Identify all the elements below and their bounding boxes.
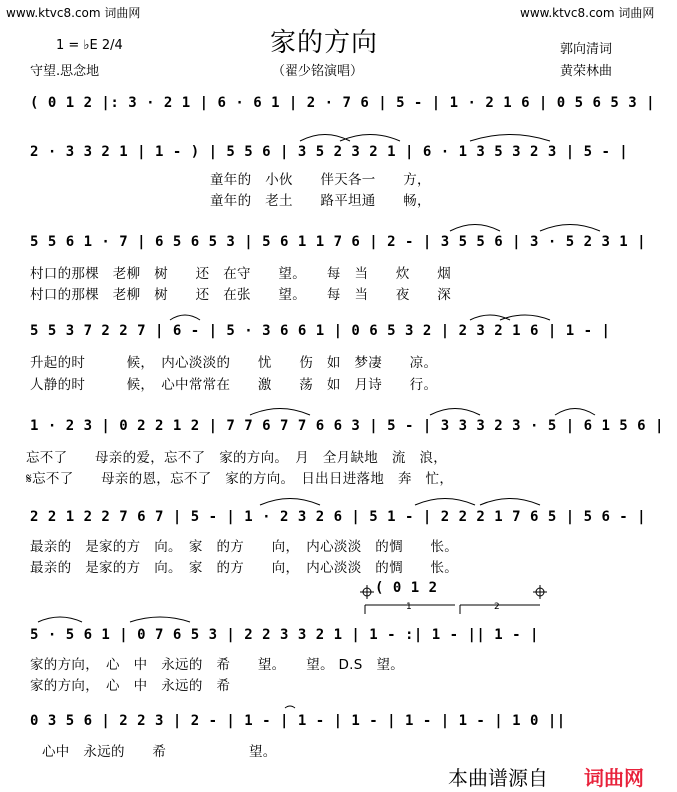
lyric-row-5-verse-2: 𝄋忘不了 母亲的恩，忘不了 家的方向。 日出日进落地 奔 忙， [26,471,454,487]
lyric-row-3-verse-1: 村口的那棵 老柳 树 还 在守 望。 每 当 炊 烟 [30,266,452,282]
lyric-row-4-verse-2: 人静的时 候， 心中常常在 激 荡 如 月诗 行。 [30,377,438,393]
song-title: 家的方向 [270,28,379,58]
key-signature: 1 = ♭E 2/4 [56,38,123,53]
lyric-row-7-verse-2: 家的方向， 心 中 永远的 希 [30,678,231,694]
lyric-row-3-verse-2: 村口的那棵 老柳 树 还 在张 望。 每 当 夜 深 [30,287,452,303]
lyric-row-6-verse-2: 最亲的 是家的方 向。 家 的方 向， 内心淡淡 的惆 怅。 [30,560,459,576]
lyric-row-4-verse-1: 升起的时 候， 内心淡淡的 忧 伤 如 梦凄 凉。 [30,355,438,371]
notation-row-5: 1 · 2 3 | 0 2 2 1 2 | 7 7 6 7 7 6 6 3 | 5 - | 3 3 3 2 3 · 5 | 6 1 5 6 | [30,418,664,434]
lyric-row-6-verse-1: 最亲的 是家的方 向。 家 的方 向， 内心淡淡 的惆 怅。 [30,539,459,555]
lyric-row-2-verse-2: 童年的 老土 路平坦通 畅， [210,193,431,209]
composer-credit: 黄荣林曲 [560,64,613,79]
lyric-row-5-verse-1: 忘不了 母亲的爱，忘不了 家的方向。 月 全月缺地 流 浪， [26,450,448,466]
notation-row-2: 2 · 3 3 2 1 | 1 - ) | 5 5 6 | 3 5 2 3 2 1 | 6 · 1 3 5 3 2 3 | 5 - | [30,144,629,160]
footer-site: 词曲网 [584,766,644,790]
watermark-left: www.ktvc8.com 词曲网 [6,6,141,20]
lyricist-credit: 郭向清词 [560,42,613,57]
coda-notes: ( 0 1 2 [375,580,438,596]
style-tags: 守望.思念地 [30,64,100,79]
notation-row-1: ( 0 1 2 |: 3 · 2 1 | 6 · 6 1 | 2 · 7 6 | 5 - | 1 · 2 1 6 | 0 5 6 5 3 | [30,95,656,111]
lyric-row-8: 心中 永远的 希 望。 [42,744,277,760]
notation-row-7: 5 · 5 6 1 | 0 7 6 5 3 | 2 2 3 3 2 1 | 1 - :| 1 - || 1 - | [30,627,539,643]
notation-row-3: 5 5 6 1 · 7 | 6 5 6 5 3 | 5 6 1 1 7 6 | 2 - | 3 5 5 6 | 3 · 5 2 3 1 | [30,234,647,250]
notation-row-6: 2 2 1 2 2 7 6 7 | 5 - | 1 · 2 3 2 6 | 5 1 - | 2 2 2 1 7 6 5 | 5 6 - | [30,509,647,525]
volta-1-label: 1 [406,602,413,612]
volta-2-label: 2 [494,602,501,612]
watermark-right: www.ktvc8.com 词曲网 [520,6,655,20]
notation-row-8: 0 3 5 6 | 2 2 3 | 2 - | 1 - | 1 - | 1 - | 1 - | 1 - | 1 0 || [30,713,566,729]
lyric-row-7-verse-1: 家的方向， 心 中 永远的 希 望。 望。 D.S 望。 [30,657,405,673]
singer-credit: （翟少铭演唱） [272,64,364,79]
footer-source: 本曲谱源自 [448,766,548,790]
notation-row-4: 5 5 3 7 2 2 7 | 6 - | 5 · 3 6 6 1 | 0 6 5 3 2 | 2 3 2 1 6 | 1 - | [30,323,611,339]
lyric-row-2-verse-1: 童年的 小伙 伴天各一 方， [210,172,431,188]
